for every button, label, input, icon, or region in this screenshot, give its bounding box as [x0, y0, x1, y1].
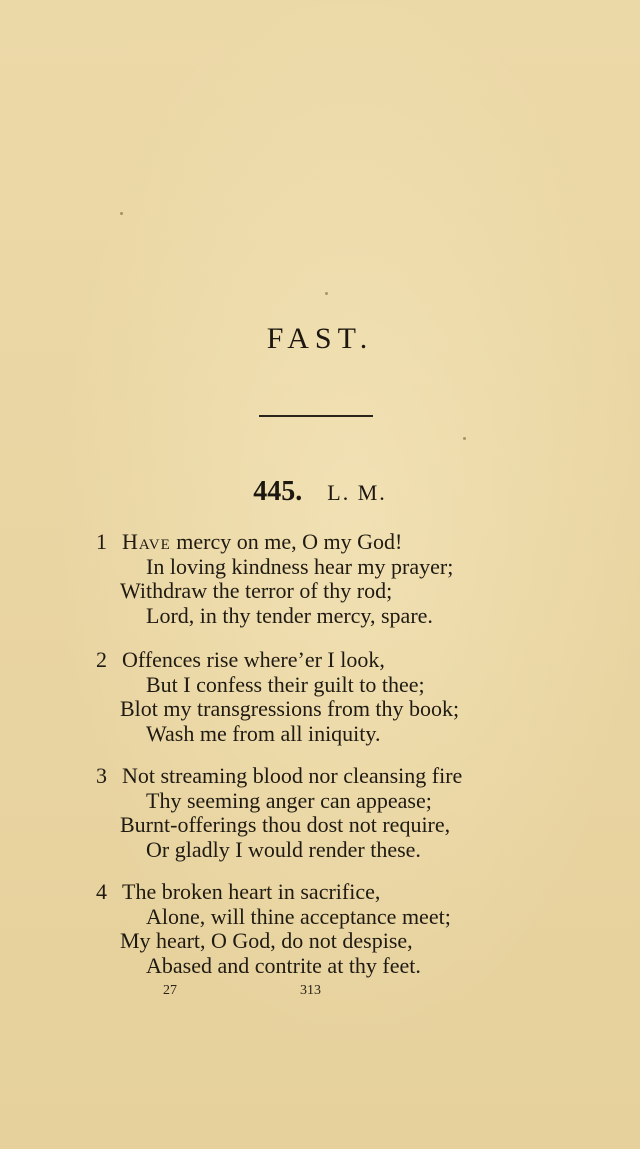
line-text: mercy on me, O my God! — [170, 529, 403, 554]
stanza-line: Thy seeming anger can appease; — [146, 787, 432, 813]
stanza-number: 4 — [96, 879, 107, 904]
line-text: The broken heart in sacrifice, — [122, 879, 381, 904]
section-title: FAST. — [266, 322, 374, 355]
stanza-line: Alone, will thine acceptance meet; — [146, 903, 451, 929]
paper-speck — [120, 212, 123, 215]
stanza-line: Burnt-offerings thou dost not require, — [120, 812, 451, 837]
stanza-line: Or gladly I would render these. — [146, 836, 421, 862]
stanza-line — [96, 764, 556, 789]
stanza-line: But I confess their guilt to thee; — [146, 671, 425, 697]
title-divider — [259, 415, 373, 417]
hymn-number: 445. — [253, 476, 303, 507]
stanza-line: In loving kindness hear my prayer; — [146, 553, 454, 579]
stanza-3 — [96, 764, 556, 862]
stanza-line — [96, 880, 556, 905]
stanza-2 — [96, 648, 556, 746]
stanza-line: Lord, in thy tender mercy, spare. — [146, 602, 433, 628]
stanza-4 — [96, 880, 556, 978]
stanza-line: My heart, O God, do not despise, — [120, 928, 413, 953]
signature-mark: 27 — [163, 983, 177, 998]
hymn-meter: L. M. — [327, 480, 387, 505]
stanza-number: 3 — [96, 763, 107, 788]
stanza-line — [96, 530, 556, 555]
stanza-line: Wash me from all iniquity. — [146, 720, 381, 746]
stanza-1 — [96, 530, 556, 628]
line-text: Offences rise where’er I look, — [122, 647, 385, 672]
small-caps-word: Have — [122, 529, 171, 554]
page-number: 313 — [300, 983, 321, 998]
stanza-line: Abased and contrite at thy feet. — [146, 952, 421, 978]
stanza-line: Blot my transgressions from thy book; — [120, 696, 460, 721]
line-text: Not streaming blood nor cleansing fire — [122, 763, 463, 788]
stanza-line — [96, 648, 556, 673]
hymn-header — [0, 476, 640, 508]
paper-speck — [325, 292, 328, 295]
stanza-number: 2 — [96, 647, 107, 672]
stanza-number: 1 — [96, 529, 107, 554]
stanza-line: Withdraw the terror of thy rod; — [120, 578, 393, 603]
paper-speck — [463, 437, 466, 440]
